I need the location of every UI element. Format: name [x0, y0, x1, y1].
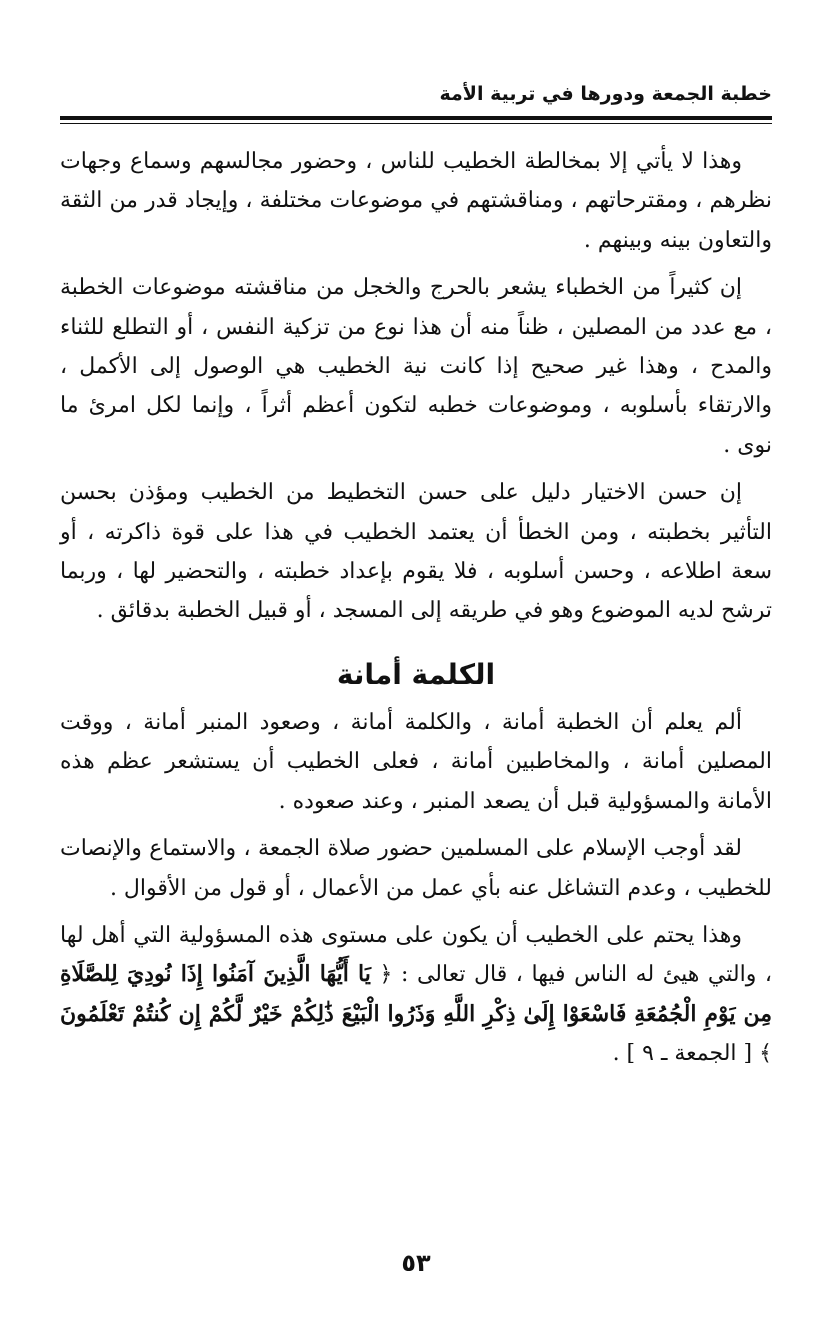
section-paragraph-3 [60, 916, 772, 1074]
paragraph-text: وهذا يحتم على الخطيب أن يكون على مستوى هذه المسؤولية التي أهل لها ، والتي هيئ له الناس فيها ، قال تعالى : [60, 922, 773, 988]
verse-citation: [ الجمعة ـ ٩ ] . [612, 1041, 753, 1067]
header-rule-thin [60, 123, 772, 124]
quran-close-bracket: ﴾ [759, 1041, 772, 1067]
section-paragraph-2: لقد أوجب الإسلام على المسلمين حضور صلاة الجمعة ، والاستماع والإنصات للخطيب ، وعدم التشاغل عنه بأي عمل من الأعمال ، أو قول من الأقوال . [60, 836, 772, 901]
paragraph-1: وهذا لا يأتي إلا بمخالطة الخطيب للناس ، وحضور مجالسهم وسماع وجهات نظرهم ، ومقترحاتهم ، ومناقشتهم في موضوعات مختلفة ، وإيجاد قدر من الثقة والتعاون بينه وبينهم . [60, 149, 772, 253]
paragraph-3: إن حسن الاختيار دليل على حسن التخطيط من الخطيب ومؤذن بحسن التأثير بخطبته ، ومن الخطأ أن يعتمد الخطيب في هذا على قوة ذاكرته ، أو سعة اطلاعه ، وحسن أسلوبه ، فلا يقوم بإعداد خطبته ، والتحضير لها ، وربما ترشح لديه الموضوع وهو في طريقه إلى المسجد ، أو قبيل الخطبة بدقائق . [60, 480, 772, 624]
header-rule-thick [60, 116, 772, 120]
quran-verse: يَا أَيُّهَا الَّذِينَ آمَنُوا إِذَا نُودِيَ لِلصَّلَاةِ مِن يَوْمِ الْجُمُعَةِ فَاسْعَوْا إِلَىٰ ذِكْرِ اللَّهِ وَذَرُوا الْبَيْعَ ذَٰلِكُمْ خَيْرٌ لَّكُمْ إِن كُنتُمْ تَعْلَمُونَ [60, 961, 772, 1027]
section-heading: الكلمة أمانة [336, 657, 496, 691]
paragraph-2: إن كثيراً من الخطباء يشعر بالحرج والخجل من مناقشته موضوعات الخطبة ، مع عدد من المصلين ، ظناً منه أن هذا نوع من تزكية النفس ، أو التطلع للثناء والمدح ، وهذا غير صحيح إذا كانت نية الخطيب هي الوصول إلى الأكمل ، والارتقاء بأسلوبه ، وموضوعات خطبه لتكون أعظم أثراً ، وإنما لكل امرئ ما نوى . [60, 275, 772, 458]
book-page [60, 0, 772, 1339]
quran-open-bracket: ﴿ [379, 962, 393, 988]
section-paragraph-1: ألم يعلم أن الخطبة أمانة ، والكلمة أمانة ، وصعود المنبر أمانة ، ووقت المصلين أمانة ، والمخاطبين أمانة ، فعلى الخطيب أن يستشعر عظم هذه الأمانة والمسؤولية قبل أن يصعد المنبر ، وعند صعوده . [60, 709, 772, 814]
page-number: ٥٣ [401, 1249, 431, 1277]
page-content [60, 142, 772, 1082]
running-header-title: خطبة الجمعة ودورها في تربية الأمة [439, 83, 772, 105]
